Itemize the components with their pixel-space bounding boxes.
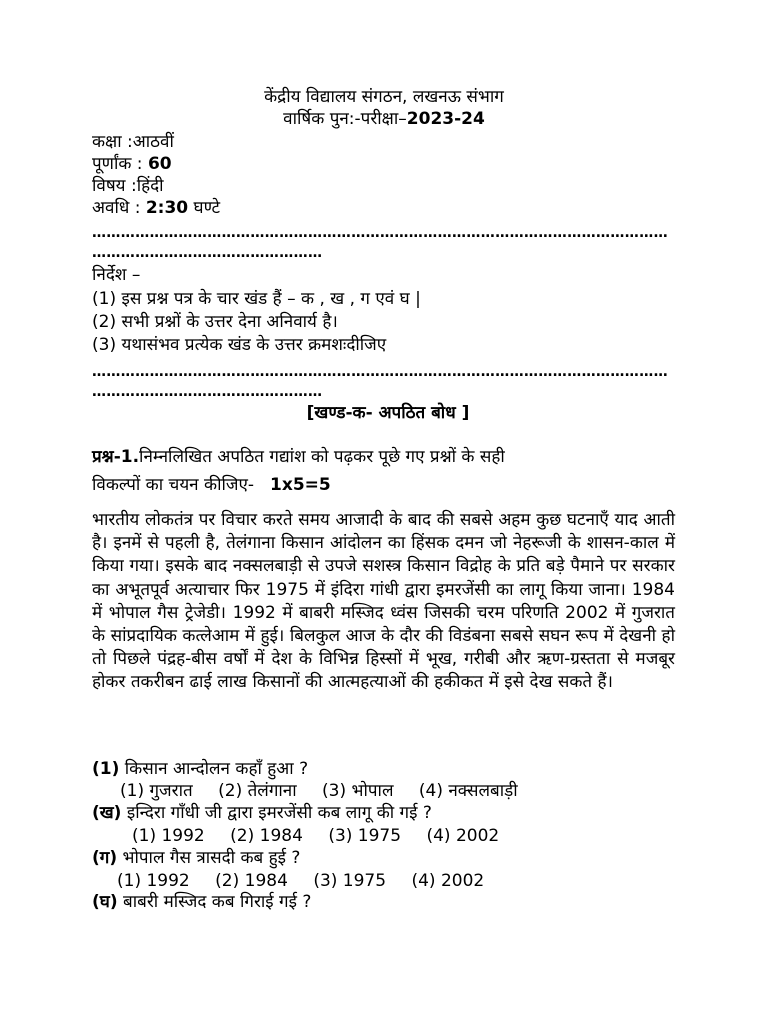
instructions-heading: निर्देश – — [92, 265, 141, 285]
question-text: विकल्पों का चयन कीजिए- — [92, 475, 255, 495]
duration-label: अवधि : — [92, 198, 146, 218]
organization-title: केंद्रीय विद्यालय संगठन, लखनऊ संभाग — [264, 87, 504, 107]
mcq-option[interactable]: (1) गुजरात — [120, 781, 193, 801]
mcq-option[interactable]: (4) 2002 — [426, 826, 500, 846]
question-text: निम्नलिखित अपठित गद्यांश को पढ़कर पूछे गए प्रश्नों के सही — [139, 447, 505, 467]
mcq-question — [92, 758, 308, 780]
marks-line — [92, 153, 172, 175]
separator-line: ………………………………………… — [92, 246, 323, 260]
subject-value: हिंदी — [136, 176, 164, 196]
section-title: [खण्ड-क- अपठित बोध ] — [306, 403, 470, 423]
class-label: कक्षा : — [92, 132, 133, 152]
mcq-number: (ख) — [92, 803, 122, 823]
duration-value: 2:30 — [145, 198, 189, 218]
mcq-option[interactable]: (2) तेलंगाना — [218, 781, 297, 801]
separator-line: ………………………………………………………………………………………………………… — [92, 365, 668, 379]
class-line — [92, 131, 174, 153]
mcq-options — [132, 825, 519, 847]
exam-title — [0, 108, 768, 130]
mcq-option[interactable]: (1) 1992 — [117, 871, 190, 891]
mcq-option[interactable]: (3) 1975 — [313, 871, 387, 891]
exam-name: वार्षिक पुन:-परीक्षा– — [283, 109, 407, 129]
question-marks: 1x5=5 — [270, 475, 331, 495]
marks-value: 60 — [147, 154, 172, 174]
duration-unit: घण्टे — [188, 198, 221, 218]
duration-line — [92, 197, 220, 219]
question-label: प्रश्न-1. — [92, 447, 140, 467]
mcq-options — [117, 870, 504, 892]
mcq-question — [92, 891, 311, 913]
mcq-options — [120, 780, 538, 802]
mcq-option[interactable]: (2) 1984 — [215, 871, 288, 891]
instruction-item: (3) यथासंभव प्रत्येक खंड के उत्तर क्रमशःदीजिए — [92, 335, 387, 355]
mcq-text: बाबरी मस्जिद कब गिराई गई ? — [117, 892, 312, 912]
mcq-option[interactable]: (4) नक्सलबाड़ी — [418, 781, 518, 801]
question-line — [92, 446, 505, 468]
separator-line: ………………………………………………………………………………………………………… — [92, 226, 668, 240]
passage — [92, 509, 675, 695]
mcq-option[interactable]: (2) 1984 — [230, 826, 303, 846]
question-line — [92, 474, 331, 496]
mcq-number: (घ) — [92, 892, 118, 912]
mcq-number: (1) — [92, 759, 120, 779]
mcq-question — [92, 802, 432, 824]
mcq-text: किसान आन्दोलन कहाँ हुआ ? — [119, 759, 309, 779]
mcq-text: भोपाल गैस त्रासदी कब हुई ? — [117, 848, 301, 868]
marks-label: पूर्णांक : — [92, 154, 148, 174]
exam-year: 2023-24 — [406, 109, 485, 129]
class-value: आठवीं — [132, 132, 174, 152]
mcq-option[interactable]: (3) 1975 — [328, 826, 402, 846]
mcq-text: इन्दिरा गाँधी जी द्वारा इमरजेंसी कब लागू की गई ? — [121, 803, 432, 823]
passage-text: भारतीय लोकतंत्र पर विचार करते समय आजादी के बाद की सबसे अहम कुछ घटनाएँ याद आती है। इनमें से पहली है, तेलंगाना किसान आंदोलन का हिंसक दमन जो नेहरूजी के शासन-काल में किया गया। इसके बाद नक्सलबाड़ी से उपजे सशस्त्र किसान विद्रोह के प्रति बड़े पैमाने पर सरकार का अभूतपूर्व अत्याचार फिर 1975 में इंदिरा गांधी द्वारा इमरजेंसी का लागू किया जाना। 1984 में भोपाल गैस ट्रेजेडी। 1992 में बाबरी मस्जिद ध्वंस जिसकी चरम परिणति 2002 में गुजरात के सांप्रदायिक कत्लेआम में हुई। बिलकुल आज के दौर की विडंबना सबसे सघन रूप में देखनी हो तो पिछले पंद्रह-बीस वर्षों में देश के विभिन्न हिस्सों में भूख, गरीबी और ऋण-ग्रस्तता से मजबूर होकर तकरीबन ढाई लाख किसानों की आत्महत्याओं की हकीकत में इसे देख सकते हैं। — [92, 510, 675, 693]
mcq-option[interactable]: (3) भोपाल — [322, 781, 394, 801]
subject-label: विषय : — [92, 176, 137, 196]
mcq-number: (ग) — [92, 848, 118, 868]
separator-line: ………………………………………… — [92, 385, 323, 399]
mcq-question — [92, 847, 300, 869]
mcq-option[interactable]: (4) 2002 — [411, 871, 485, 891]
instruction-item: (2) सभी प्रश्नों के उत्तर देना अनिवार्य है। — [92, 312, 338, 332]
mcq-option[interactable]: (1) 1992 — [132, 826, 205, 846]
subject-line — [92, 175, 164, 197]
instruction-item: (1) इस प्रश्न पत्र के चार खंड हैं – क , ख , ग एवं घ | — [92, 289, 421, 309]
